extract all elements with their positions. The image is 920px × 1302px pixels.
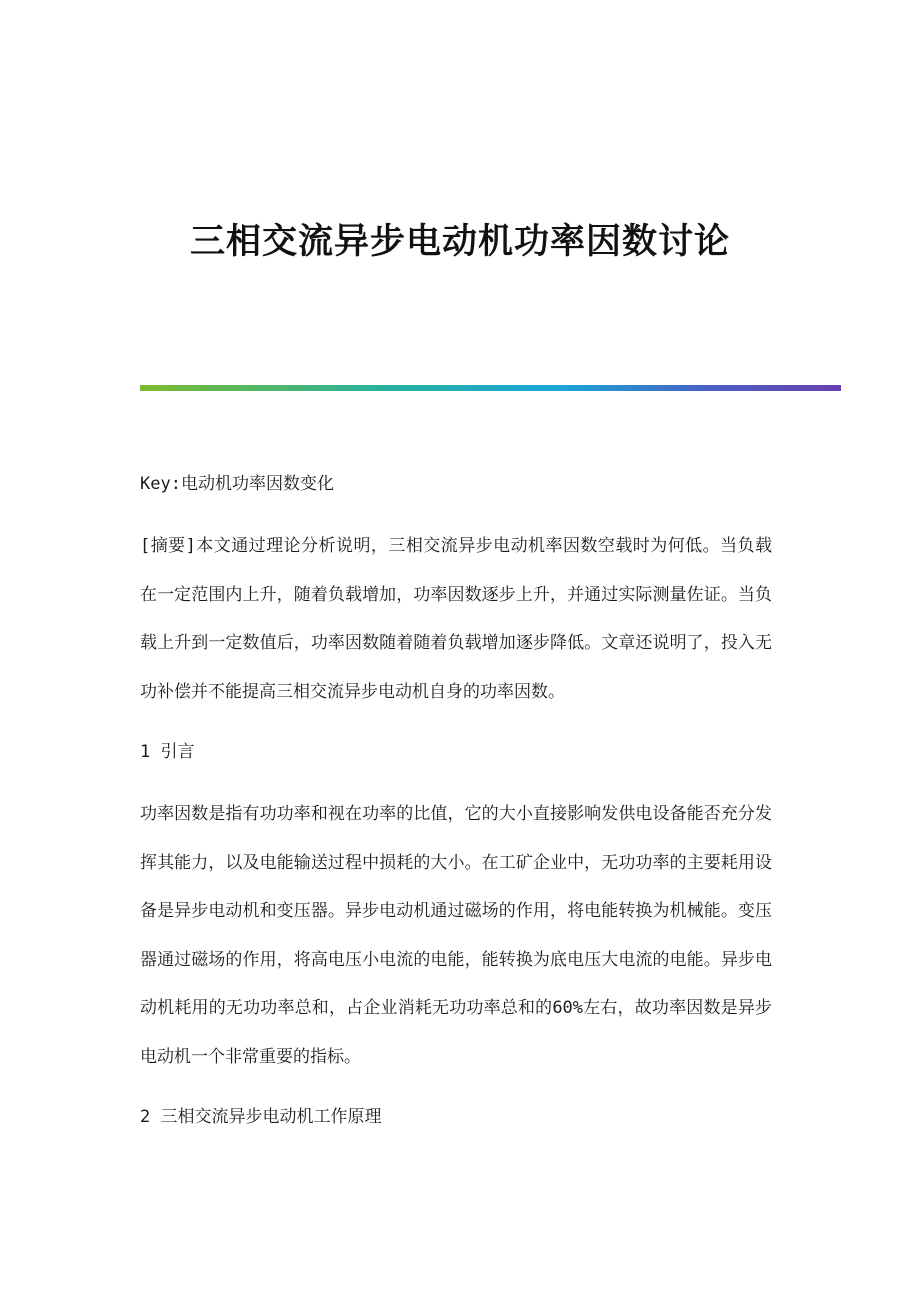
keywords-line: Key:电动机功率因数变化 [140, 474, 334, 494]
document-title: 三相交流异步电动机功率因数讨论 [189, 221, 730, 262]
title-gradient-rule [140, 385, 841, 391]
section-2-heading: 2 三相交流异步电动机工作原理 [140, 1107, 382, 1127]
section-1-paragraph: 功率因数是指有功功率和视在功率的比值，它的大小直接影响发供电设备能否充分发挥其能力，以及电能输送过程中损耗的大小。在工矿企业中，无功功率的主要耗用设备是异步电动机和变压器。异步电动机通过磁场的作用，将电能转换为机械能。变压器通过磁场的作用，将高电压小电流的电能，能转换为底电压大电流的电能。异步电动机耗用的无功功率总和，占企业消耗无功功率总和的60%左右，故功率因数是异步电动机一个非常重要的指标。 [140, 804, 772, 1067]
section-1-heading: 1 引言 [140, 742, 195, 762]
document-body [140, 466, 772, 1155]
abstract-paragraph: [摘要]本文通过理论分析说明，三相交流异步电动机率因数空载时为何低。当负载在一定范围内上升，随着负载增加，功率因数逐步上升，并通过实际测量佐证。当负载上升到一定数值后，功率因数随着随着负载增加逐步降低。文章还说明了，投入无功补偿并不能提高三相交流异步电动机自身的功率因数。 [140, 536, 772, 702]
